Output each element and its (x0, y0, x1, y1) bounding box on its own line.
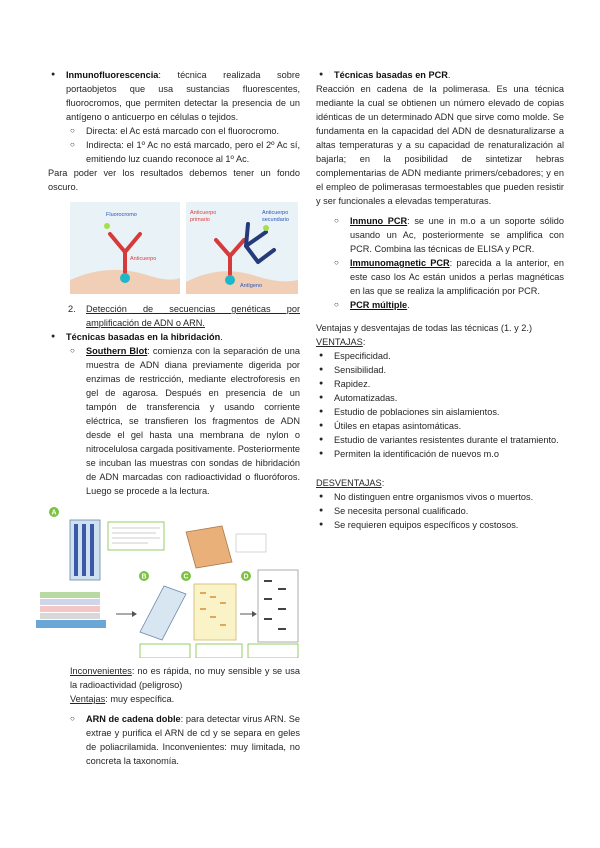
membrane-note (236, 534, 266, 552)
caption-c-box (196, 644, 242, 658)
pcr-title: Técnicas basadas en PCR (334, 70, 448, 80)
immunofluorescence-diagram (70, 202, 298, 294)
directa-item: ○ Directa: el Ac está marcado con el fluorocromo. (48, 124, 300, 138)
desventajas-list (316, 490, 564, 532)
southern-blot-desc: : comienza con la separación de una muestra de ADN diana previamente digerida por enzimas de restricción, mediante electroforesis en gel de agarosa. Después en presencia de un tampón de transferencia y usando corriente eléctrica, se transfieren los fragmentos de ADN desde el gel hasta una membrana de nylon o nitrocelulosa cargada positivamente. Posteriormente se incuban las muestras con sondas de hibridación de ADN marcadas con radioactividad o fluoróforos. Luego se procede a la lectura. (86, 346, 300, 496)
ventaja-item: ● Permiten la identificación de nuevos m.o (316, 447, 564, 461)
direct-antigen (120, 273, 130, 283)
ventaja-item: ● Estudio de poblaciones sin aislamientos. (316, 405, 564, 419)
arn-desc: : para detectar virus ARN. Se extrae y purifica el ARN de cd y se separa en geles de poliacrilamida. Inconvenientes: muy limitada, no concreta la taxonomía. (86, 714, 301, 766)
immunofluorescence-figure (70, 202, 298, 294)
inconvenientes-label: Inconvenientes (70, 666, 132, 676)
step-d-letter: D (243, 573, 249, 581)
desventajas-title: DESVENTAJAS (316, 478, 382, 488)
southern-blot-diagram (36, 504, 300, 658)
desventajas-heading: DESVENTAJAS: (316, 478, 385, 488)
inmunofluorescencia-item (48, 68, 300, 124)
left-column (48, 68, 300, 768)
label-primario: primario (190, 217, 210, 223)
pcr-multiple-item: ○ PCR múltiple. (330, 298, 564, 312)
transfer-stack (36, 592, 106, 628)
label-secundario: secundario (262, 217, 289, 223)
gel-note-box (108, 522, 164, 550)
summary-line: Ventajas y desventajas de todas las técnicas (1. y 2.) (316, 323, 533, 333)
blot-membrane (140, 586, 186, 640)
desventaja-item: ● Se requieren equipos específicos y costosos. (316, 518, 564, 532)
desventaja-item: ● Se necesita personal cualificado. (316, 504, 564, 518)
inmuno-pcr-item (330, 214, 564, 256)
step-a-letter: A (51, 509, 57, 517)
caption-d-box (248, 644, 298, 658)
southern-blot-figure (36, 504, 300, 658)
gel-lanes (74, 524, 94, 576)
caption-b-box (140, 644, 190, 658)
deteccion-text: Detección de secuencias genéticas por amplificación de ADN o ARN. (86, 304, 300, 328)
ventajas-list (316, 349, 564, 461)
ventajas-title: VENTAJAS (316, 337, 363, 347)
ventaja-item: ● Estudio de variantes resistentes durante el tratamiento. (316, 433, 564, 447)
inmuno-pcr-title: Inmuno PCR (350, 216, 408, 226)
ventajas-line (48, 692, 300, 706)
ventajas-label: Ventajas (70, 694, 106, 704)
arrow-1-head (132, 611, 137, 617)
immunomagnetic-desc: : parecida a la anterior, en este caso los Ac están unidos a perlas magnéticas en las que se realiza la amplificación por PCR. (350, 258, 564, 296)
inmunofluorescencia-title: Inmunofluorescencia (66, 70, 159, 80)
pcr-multiple-title: PCR múltiple (350, 300, 408, 310)
deteccion-number: 2. (68, 304, 76, 314)
inconvenientes-text: : no es rápida, no muy sensible y se usa la radioactividad (peligroso) (70, 666, 300, 690)
label-anticuerpo-2: Anticuerpo (262, 210, 289, 216)
step-c-letter: C (183, 573, 189, 581)
pcr-desc: Reacción en cadena de la polimerasa. Es una técnica mediante la cual se obtienen un número elevado de copias idénticas de un determinado ADN que sirve como molde. Se fundamenta en la capacidad del ADN de desnaturalizarse a altas temperaturas y a su capacidad de renaturalización al bajarla; en la posibilidad de sintetizar hebras complementarias de ADN mediante primers/cebadores; y en el empleo de polimerasas termoestables que pueden resistir y ser funcionales a elevadas temperaturas. (316, 84, 564, 206)
pcr-item: ● Técnicas basadas en PCR. (316, 68, 564, 82)
inmuno-pcr-desc: : se une in m.o a un soporte sólido usando un Ac, posteriormente se amplifica con PCR. Combina las técnicas de ELISA y PCR. (350, 216, 564, 254)
ventaja-item: ● Especificidad. (316, 349, 564, 363)
inmunofluorescencia-desc: : técnica realizada sobre portaobjetos que usa sustancias fluorescentes, fluorocromos, que permiten detectar la presencia de un antígeno o anticuerpo en células o tejidos. (66, 70, 300, 122)
right-column (316, 68, 564, 532)
arrow-2-head (252, 611, 257, 617)
inconvenientes-line (48, 664, 300, 692)
ventaja-item: ● Automatizadas. (316, 391, 564, 405)
label-anticuerpo-1: Anticuerpo (190, 210, 217, 216)
ventaja-item: ● Rapidez. (316, 377, 564, 391)
step-b-letter: B (141, 573, 147, 581)
southern-blot-item (48, 344, 300, 498)
direct-label-anticuerpo: Anticuerpo (130, 256, 157, 262)
arn-item (48, 712, 300, 768)
hibridacion-title: Técnicas basadas en la hibridación (66, 332, 221, 342)
fondo-note: Para poder ver los resultados debemos tener un fondo oscuro. (48, 168, 300, 192)
indirect-antigen (225, 275, 235, 285)
southern-blot-title: Southern Blot (86, 346, 148, 356)
ventaja-item: ● Útiles en etapas asintomáticas. (316, 419, 564, 433)
indirecta-item: ○ Indirecta: el 1º Ac no está marcado, pero el 2º Ac sí, emitiendo luz cuando reconoce al 1º Ac. (48, 138, 300, 166)
deteccion-item (48, 302, 300, 330)
ventaja-item: ● Sensibilidad. (316, 363, 564, 377)
ventajas-heading: VENTAJAS: (316, 337, 366, 347)
immunomagnetic-item (330, 256, 564, 298)
label-antigeno: Antígeno (240, 283, 263, 289)
immunomagnetic-title: Immunomagnetic PCR (350, 258, 450, 268)
fluorochrome-dot (104, 223, 110, 229)
arn-title: ARN de cadena doble (86, 714, 181, 724)
ventajas-text: : muy específica. (105, 694, 175, 704)
secondary-fluorochrome (263, 225, 269, 231)
direct-label-fluorocromo: Fluorocromo (106, 212, 137, 218)
membrane-sheet (186, 526, 232, 568)
desventaja-item: ● No distinguen entre organismos vivos o muertos. (316, 490, 564, 504)
hibridacion-item: ● Técnicas basadas en la hibridación. (48, 330, 300, 344)
